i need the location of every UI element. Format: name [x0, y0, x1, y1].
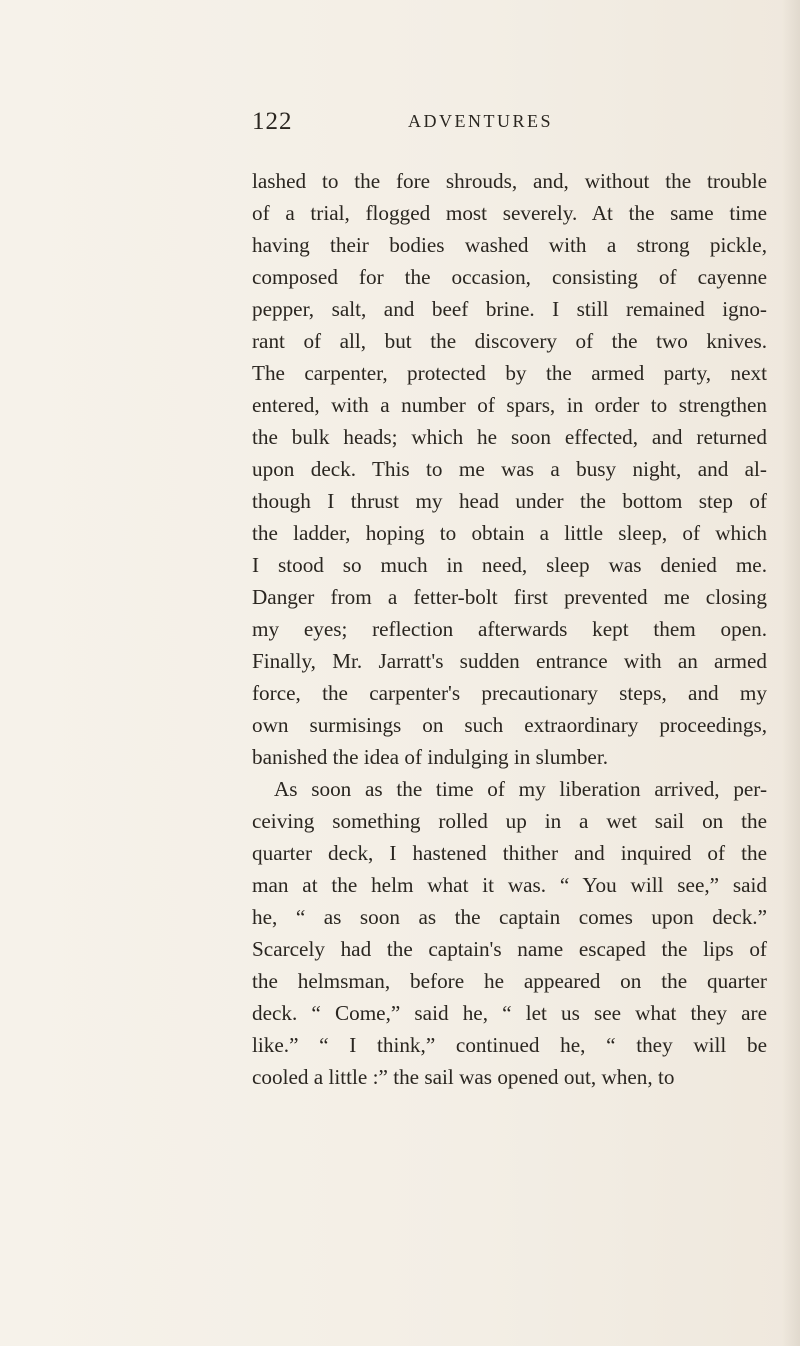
page-edge-shadow — [782, 0, 800, 1346]
text-line: The carpenter, protected by the armed party, next — [252, 361, 767, 385]
text-line: he, “ as soon as the captain comes upon deck.” — [252, 905, 767, 929]
text-line: pepper, salt, and beef brine. I still remained igno- — [252, 297, 767, 321]
paragraph — [252, 165, 767, 773]
text-line: the bulk heads; which he soon effected, and returned — [252, 425, 767, 449]
running-head-title: ADVENTURES — [408, 111, 553, 131]
text-line: quarter deck, I hastened thither and inquired of the — [252, 841, 767, 865]
text-line: cooled a little :” the sail was opened out, when, to — [252, 1065, 675, 1089]
text-line: having their bodies washed with a strong pickle, — [252, 233, 767, 257]
text-line: banished the idea of indulging in slumber. — [252, 745, 609, 769]
text-line: ceiving something rolled up in a wet sail on the — [252, 809, 767, 833]
text-line: Danger from a fetter-bolt first prevented me closing — [252, 585, 767, 609]
text-line: man at the helm what it was. “ You will see,” said — [252, 873, 767, 897]
text-line: Scarcely had the captain's name escaped the lips of — [252, 937, 767, 961]
text-line: the ladder, hoping to obtain a little sleep, of which — [252, 521, 767, 545]
paragraph — [252, 773, 767, 1093]
text-line: composed for the occasion, consisting of cayenne — [252, 265, 767, 289]
text-line: entered, with a number of spars, in order to strengthen — [252, 393, 767, 417]
text-line: upon deck. This to me was a busy night, and al- — [252, 457, 767, 481]
text-line: I stood so much in need, sleep was denied me. — [252, 553, 767, 577]
text-line: deck. “ Come,” said he, “ let us see what they are — [252, 1001, 767, 1025]
text-line: my eyes; reflection afterwards kept them open. — [252, 617, 767, 641]
text-line: As soon as the time of my liberation arrived, per- — [274, 777, 767, 801]
text-line: the helmsman, before he appeared on the quarter — [252, 969, 767, 993]
text-line: Finally, Mr. Jarratt's sudden entrance with an armed — [252, 649, 767, 673]
text-line: lashed to the fore shrouds, and, without the trouble — [252, 169, 767, 193]
body-text — [252, 165, 767, 1093]
text-line: like.” “ I think,” continued he, “ they will be — [252, 1033, 767, 1057]
text-line: though I thrust my head under the bottom step of — [252, 489, 767, 513]
text-line: own surmisings on such extraordinary proceedings, — [252, 713, 767, 737]
page-number: 122 — [252, 108, 293, 135]
text-line: rant of all, but the discovery of the two knives. — [252, 329, 767, 353]
text-line: force, the carpenter's precautionary steps, and my — [252, 681, 767, 705]
running-head — [0, 108, 800, 138]
text-line: of a trial, flogged most severely. At the same time — [252, 201, 767, 225]
